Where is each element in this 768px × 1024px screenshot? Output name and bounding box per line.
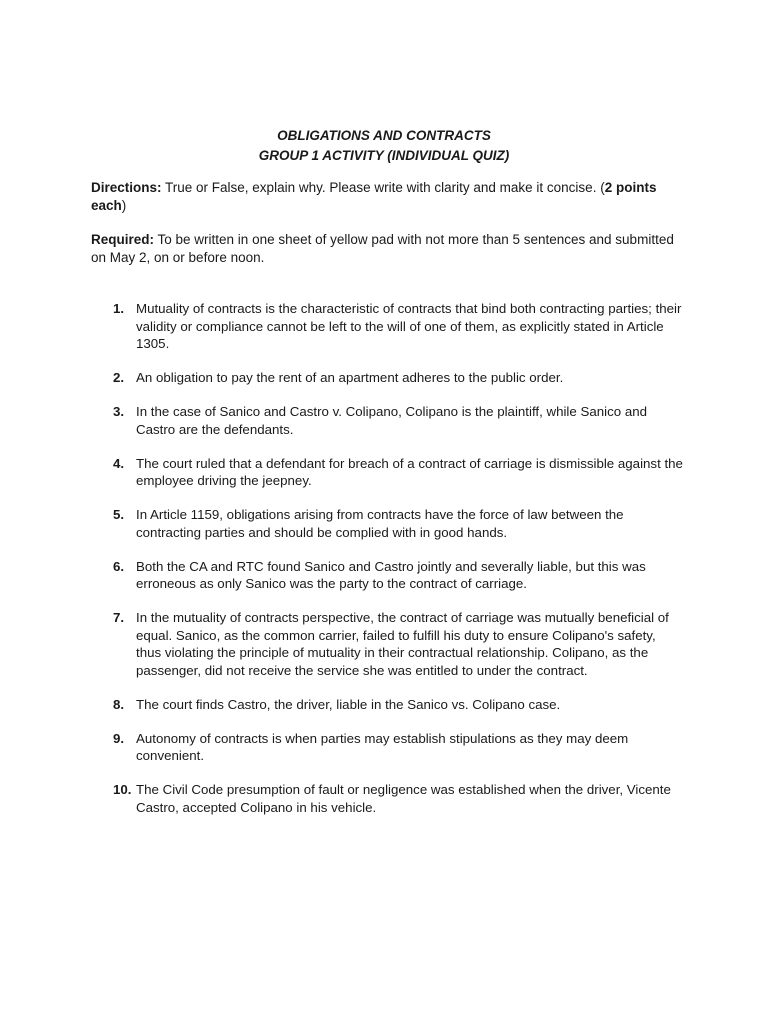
directions-points: 2 points each — [91, 180, 657, 213]
question-item — [113, 730, 683, 765]
question-item — [113, 369, 683, 387]
question-text: In Article 1159, obligations arising from contracts have the force of law between the contracting parties and should be complied with in good hands. — [136, 507, 624, 540]
question-item — [113, 403, 683, 438]
question-text: An obligation to pay the rent of an apartment adheres to the public order. — [136, 370, 564, 385]
question-number: 6. — [113, 558, 125, 574]
question-number: 8. — [113, 696, 125, 712]
question-item — [113, 609, 683, 679]
question-item — [113, 558, 683, 593]
question-number: 1. — [113, 301, 125, 316]
question-number: 9. — [113, 730, 125, 746]
question-text: Both the CA and RTC found Sanico and Castro jointly and severally liable, but this was erroneous as only Sanico was the party to the contract of carriage. — [136, 558, 646, 591]
question-text: The court ruled that a defendant for breach of a contract of carriage is dismissible against the employee driving the jeepney. — [136, 455, 683, 488]
required-text: To be written in one sheet of yellow pad with not more than 5 sentences and submitted on May 2, on or before noon. — [91, 232, 674, 265]
title-line-1: OBLIGATIONS AND CONTRACTS — [277, 128, 491, 143]
question-number: 4. — [113, 455, 125, 471]
question-list — [113, 300, 683, 833]
question-item — [113, 300, 683, 353]
question-number: 3. — [113, 404, 125, 419]
required-label: Required: — [91, 232, 155, 247]
question-number: 7. — [113, 610, 125, 625]
question-text: Autonomy of contracts is when parties may establish stipulations as they may deem convenient. — [136, 730, 629, 763]
question-number: 2. — [113, 370, 125, 385]
question-item — [113, 506, 683, 541]
directions-text: True or False, explain why. Please write with clarity and make it concise. ( — [161, 180, 605, 195]
question-text: Mutuality of contracts is the characteristic of contracts that bind both contracting parties; their validity or compliance cannot be left to the will of one of them, as explicitly stated in Article 1305. — [136, 301, 682, 351]
question-text: The court finds Castro, the driver, liable in the Sanico vs. Colipano case. — [136, 696, 561, 712]
question-item — [113, 781, 683, 816]
document-title — [0, 126, 768, 166]
question-text: In the mutuality of contracts perspective, the contract of carriage was mutually beneficial of equal. Sanico, as the common carrier, failed to fulfill his duty to ensure Colipano's safety, thus violating the principle of mutuality in their contractual relationship. Colipano, as the passenger, did not receive the service she was entitled to under the contract. — [136, 610, 669, 678]
directions-close: ) — [121, 198, 127, 213]
question-item — [113, 696, 683, 714]
directions-label: Directions: — [91, 180, 162, 195]
directions-paragraph — [91, 179, 681, 215]
required-paragraph — [91, 231, 681, 267]
question-number: 5. — [113, 507, 125, 522]
title-line-2: GROUP 1 ACTIVITY (INDIVIDUAL QUIZ) — [258, 148, 510, 163]
question-text: In the case of Sanico and Castro v. Colipano, Colipano is the plaintiff, while Sanico and Castro are the defendants. — [136, 404, 648, 437]
question-number: 10. — [113, 782, 132, 797]
question-text: The Civil Code presumption of fault or negligence was established when the driver, Vicente Castro, accepted Colipano in his vehicle. — [136, 782, 671, 815]
question-item — [113, 455, 683, 490]
